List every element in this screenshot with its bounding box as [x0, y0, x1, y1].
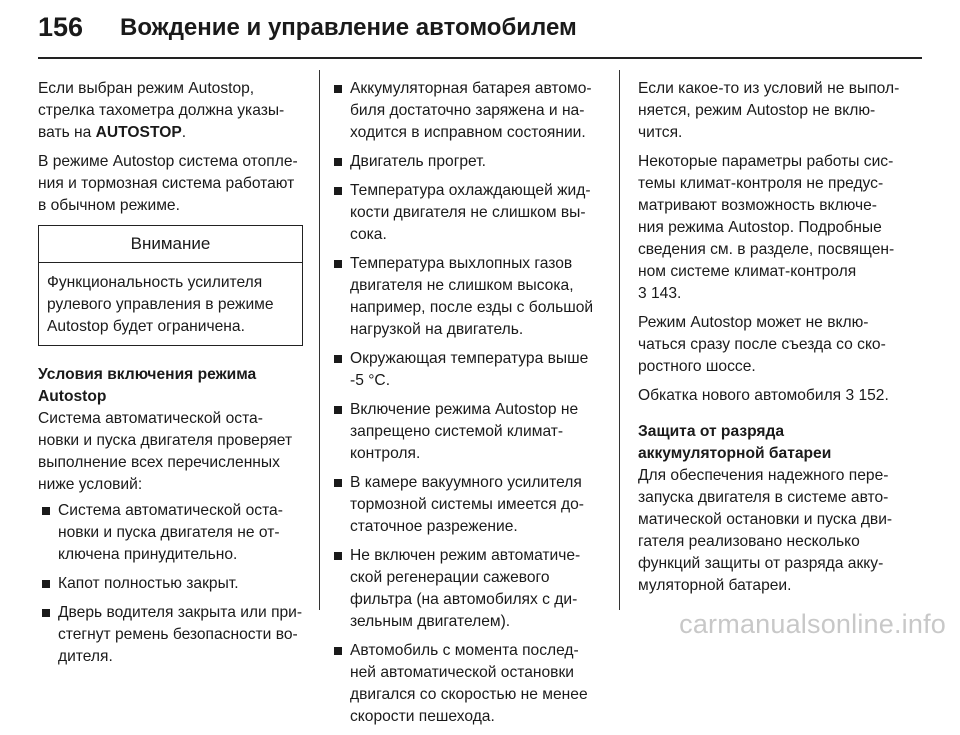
page-reference-link[interactable]: 3 143.: [638, 285, 682, 302]
paragraph-autostop-tachometer: Если выбран режим Autostop, стрелка тахометра должна указы- вать на AUTOSTOP.: [38, 80, 285, 141]
bullet-square-icon: [334, 552, 342, 560]
column-left: [38, 78, 308, 675]
list-item: Не включен режим автоматиче- ской регенерации сажевого фильтра (на автомобилях с ди- зельным двигателем).: [330, 545, 606, 633]
paragraph-condition-not-met: Если какое-то из условий не выпол- няется, режим Autostop не вклю- чится.: [638, 80, 900, 141]
paragraph-battery-protection: Для обеспечения надежного пере- запуска двигателя в системе авто- матической остановки и пуска дви- гателя реализовано несколько функций защиты от разряда акку- муляторной батареи.: [638, 467, 893, 594]
notice-box: [38, 225, 303, 346]
page-number: 156: [38, 12, 84, 42]
paragraph-highway-exit: Режим Autostop может не вклю- чаться сразу после съезда со ско- ростного шоссе.: [638, 314, 886, 375]
column-middle: [330, 78, 606, 735]
bullet-square-icon: [334, 85, 342, 93]
notice-title: Внимание: [39, 226, 302, 263]
autostop-label: AUTOSTOP: [95, 124, 182, 141]
page-title: Вождение и управление автомобилем: [120, 14, 577, 41]
list-item: Дверь водителя закрыта или при- стегнут ремень безопасности во- дителя.: [38, 602, 308, 668]
column-right: [638, 78, 918, 597]
bullet-square-icon: [42, 580, 50, 588]
list-item: Включение режима Autostop не запрещено системой климат- контроля.: [330, 399, 606, 465]
list-item: В камере вакуумного усилителя тормозной системы имеется до- статочное разрежение.: [330, 472, 606, 538]
list-item: Аккумуляторная батарея автомо- биля достаточно заряжена и на- ходится в исправном состоянии.: [330, 78, 606, 144]
bullet-square-icon: [334, 406, 342, 414]
bullet-square-icon: [334, 260, 342, 268]
page-reference-link[interactable]: Обкатка нового автомобиля 3 152.: [638, 387, 889, 404]
watermark: carmanualsonline.info: [679, 609, 946, 639]
list-item: Двигатель прогрет.: [330, 151, 606, 173]
bullet-square-icon: [334, 647, 342, 655]
conditions-list-part1: [38, 500, 308, 668]
paragraph-break-in: [638, 385, 918, 407]
list-item: Окружающая температура выше -5 °C.: [330, 348, 606, 392]
column-divider-2: [619, 70, 620, 610]
notice-body: Функциональность усилителя рулевого управления в режиме Autostop будет ограничена.: [47, 274, 274, 335]
bullet-square-icon: [334, 479, 342, 487]
bullet-square-icon: [334, 158, 342, 166]
paragraph-conditions-intro: Система автоматической оста- новки и пуска двигателя проверяет выполнение всех перечисленных ниже условий:: [38, 410, 293, 493]
column-divider-1: [319, 70, 320, 610]
bullet-square-icon: [334, 187, 342, 195]
paragraph-heating-brakes: В режиме Autostop система отопле- ния и тормозная система работают в обычном режиме.: [38, 153, 298, 214]
conditions-list-part2: [330, 78, 606, 728]
section-heading-conditions: Условия включения режима Autostop: [38, 366, 257, 405]
paragraph-climate-control: Некоторые параметры работы сис- темы климат-контроля не предус- матривают возможность включе- ния режима Autostop. Подробные сведения см. в разделе, посвящен- ном системе климат-контроля 3 143.: [638, 151, 918, 305]
list-item: Капот полностью закрыт.: [38, 573, 308, 595]
list-item: Автомобиль с момента послед- ней автоматической остановки двигался со скоростью не менее скорости пешехода.: [330, 640, 606, 728]
list-item: Система автоматической оста- новки и пуска двигателя не от- ключена принудительно.: [38, 500, 308, 566]
header-divider: [38, 57, 922, 59]
list-item: Температура охлаждающей жид- кости двигателя не слишком вы- сока.: [330, 180, 606, 246]
page-header: [38, 12, 922, 52]
bullet-square-icon: [42, 507, 50, 515]
bullet-square-icon: [334, 355, 342, 363]
section-heading-battery-protection: Защита от разряда аккумуляторной батареи: [638, 423, 832, 462]
bullet-square-icon: [42, 609, 50, 617]
list-item: Температура выхлопных газов двигателя не слишком высока, например, после езды с большой нагрузкой на двигатель.: [330, 253, 606, 341]
